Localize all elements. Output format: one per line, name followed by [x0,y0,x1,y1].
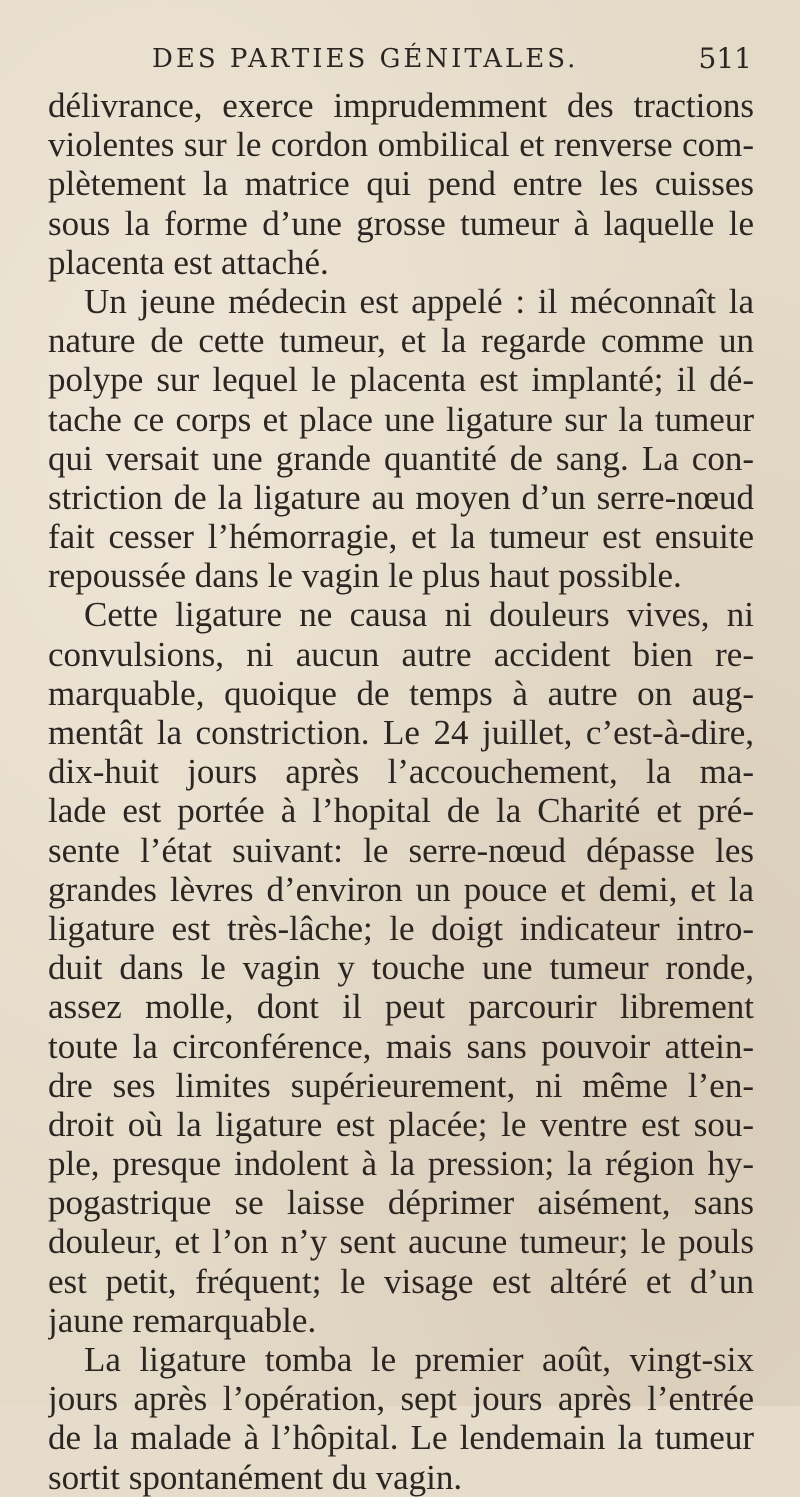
text-line: douleur, et l’on n’y sent aucune tumeur; le pouls [48,1222,754,1262]
text-line: repoussée dans le vagin le plus haut possible. [48,556,682,596]
text-line: assez molle, dont il peut parcourir librement [48,987,754,1027]
text-line: Un jeune médecin est appelé : il méconnaît la [84,281,754,321]
text-line: droit où la ligature est placée; le ventre est sou- [48,1104,754,1144]
text-line: fait cesser l’hémorragie, et la tumeur est ensuite [48,517,754,557]
text-line: duit dans le vagin y touche une tumeur ronde, [48,948,754,988]
text-line: striction de la ligature au moyen d’un serre-nœud [48,477,754,517]
text-line: Cette ligature ne causa ni douleurs vives, ni [84,595,754,635]
body-text [48,86,754,1497]
text-line: placenta est attaché. [48,242,329,282]
text-line: convulsions, ni aucun autre accident bien re- [48,634,754,674]
text-line: qui versait une grande quantité de sang. La con- [48,438,754,478]
text-line: nature de cette tumeur, et la regarde comme un [48,321,754,361]
running-title: DES PARTIES GÉNITALES. [152,44,579,74]
text-line: tache ce corps et place une ligature sur la tumeur [48,399,754,439]
text-line: jours après l’opération, sept jours après l’entrée [48,1379,754,1419]
text-line: dre ses limites supérieurement, ni même l’en- [48,1065,754,1105]
text-line: lade est portée à l’hopital de la Charité et pré- [48,791,754,831]
text-line: mentât la constriction. Le 24 juillet, c’est-à-dire, [48,713,754,752]
page-number: 511 [698,42,752,75]
text-line: sortit spontanément du vagin. [48,1457,463,1497]
text-line: ligature est très-lâche; le doigt indicateur intro- [48,908,754,948]
text-line: polype sur lequel le placenta est implanté; il dé- [48,360,754,400]
text-line: toute la circonférence, mais sans pouvoir attein- [48,1026,754,1066]
text-line: sous la forme d’une grosse tumeur à laquelle le [48,203,754,243]
text-line: marquable, quoique de temps à autre on aug- [48,673,754,713]
text-line: plètement la matrice qui pend entre les cuisses [48,164,754,204]
text-line: violentes sur le cordon ombilical et renverse com- [48,125,754,165]
running-header [152,44,752,84]
text-line: pogastrique se laisse déprimer aisément, sans [48,1183,754,1223]
text-line: grandes lèvres d’environ un pouce et demi, et la [48,869,754,909]
text-line: délivrance, exerce imprudemment des tractions [48,86,754,125]
text-line: sente l’état suivant: le serre-nœud dépasse les [48,830,754,870]
text-line: ple, presque indolent à la pression; la région hy- [48,1144,754,1184]
text-line: dix-huit jours après l’accouchement, la ma- [48,752,754,792]
text-line: est petit, fréquent; le visage est altéré et d’un [48,1261,754,1301]
text-line: La ligature tomba le premier août, vingt-six [84,1340,754,1379]
text-line: jaune remarquable. [48,1300,317,1340]
text-line: de la malade à l’hôpital. Le lendemain la tumeur [48,1418,754,1458]
